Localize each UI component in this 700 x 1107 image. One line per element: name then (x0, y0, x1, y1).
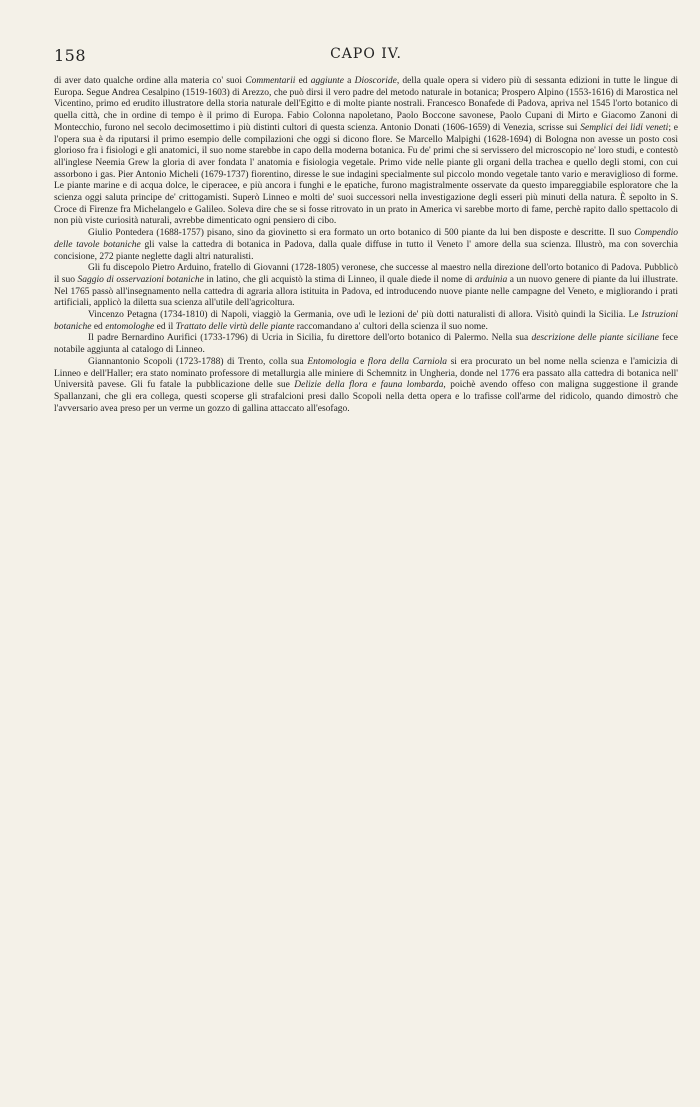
italic-title: Commentarii (245, 76, 296, 86)
page-number: 158 (54, 46, 87, 65)
italic-title: Semplici dei lidi veneti (580, 122, 669, 133)
text-run: Giulio Pontedera (1688-1757) pisano, sino da giovinetto si era formato un orto botanico di 500 piante da lui ben disposte e descritte. Il suo (88, 228, 635, 239)
italic-title: Dioscoride (354, 76, 397, 86)
paragraph (54, 76, 678, 228)
text-run: Giannantonio Scopoli (1723-1788) di Trento, colla sua (88, 356, 308, 367)
italic-title: aggiunte (310, 76, 344, 86)
paragraph (54, 263, 678, 310)
italic-title: Compendio delle tavole botaniche (54, 228, 678, 250)
text-run: , poichè avendo offeso con maligna suggestione il grande Spallanzani, che gli era collega, questi scoperse gli strafalcioni presi dallo Scopoli nella detta opera e lo trafisse coll'arme del ridicolo, quando dimostrò che l'avversario avea preso per un verme un gozzo di gallina attaccato all'esofago. (54, 380, 678, 414)
chapter-heading: CAPO IV. (330, 46, 402, 62)
text-run: ; e l'opera sua è da riputarsi il primo esempio delle compilazioni che oggi si dicono flore. Se Marcello Malpighi (1628-1694) di Bologna non avesse un posto così glorioso fra i fisiologi e gli anatomici, il suo nome starebbe in capo della moderna botanica. Fu de' primi che si servissero del microscopio ne' loro studi, e contestò all'inglese Neemia Grew la gloria di aver fondata l' anatomia e fisiologia vegetale. Primo vide nelle piante gli organi della trachea e quello degli stomi, con cui assorbono i gas. Pier Antonio Micheli (1679-1737) fiorentino, diresse le sue indagini specialmente sul piccolo mondo vegetale tanto vario e meraviglioso di forme. Le piante marine e di acqua dolce, le ciperacee, e più ancora i funghi e le epatiche, furono magistralmente osservate da questo impareggiabile esploratore che la scienza oggi saluta principe de' crittogamisti. Superò Linneo e molti de' suoi successori nella investigazione degli esseri più minuti della natura. È sepolto in S. Croce di Firenze fra Michelangelo e Galileo. Soleva dire che se si fosse ritrovato in un prato in America vi sarebbe morto di fame, perchè rapito dallo spettacolo di non più viste curiosità naturali, avrebbe dimenticato ogni pensiero di cibo. (54, 122, 678, 227)
italic-title: Trattato delle virtù delle piante (175, 321, 295, 332)
italic-title: Entomologia (307, 356, 357, 367)
paragraph (54, 228, 678, 263)
italic-title: descrizione delle piante siciliane (531, 333, 659, 344)
text-run: in latino, che gli acquistò la stima di Linneo, il quale diede il nome di (203, 274, 475, 285)
text-run: , della quale opera si videro più di sessanta edizioni in tutte le lingue di Europa. Segue Andrea Cesalpino (1519-1603) di Arezzo, che può dirsi il vero padre del metodo naturale in botanica; Prospero Alpino (1553-1616) di Marostica nel Vicentino, primo ed erudito illustratore della storia naturale dell'Egitto e di molte piante nostrali. Francesco Bonafede di Padova, apriva nel 1545 l'orto botanico di quella città, che in ordine di tempo è il primo di Europa. Fabio Colonna napoletano, Paolo Boccone savonese, Paolo Cupani di Mirto e Giacomo Zanoni di Montecchio, furono nel secolo decimosettimo i più distinti cultori di questa scienza. Antonio Donati (1606-1659) di Venezia, scrisse sui (54, 76, 679, 133)
paragraph (54, 357, 678, 416)
text-run: si era procurato un bel nome nella scienza e l'amicizia di Linneo e dell'Haller; era stato nominato professore di metallurgia alle miniere di Schemnitz in Ungheria, donde nel 1776 era passato alla cattedra di botanica nell' Università pavese. Gli fu fatale la pubblicazione delle sue (54, 356, 678, 391)
text-run: gli valse la cattedra di botanica in Padova, dalla quale diffuse in tutto il Veneto l' amore della sua scienza. Illustrò, ma con soverchia concisione, 272 piante neglette dagli altri naturalisti. (54, 239, 678, 262)
text-run: di aver dato qualche ordine alla materia co' suoi (54, 76, 246, 86)
italic-title: Istruzioni botaniche (54, 310, 678, 332)
paragraph (54, 310, 678, 333)
text-run: Il padre Bernardino Aurifici (1733-1796) di Ucria in Sicilia, fu direttore dell'orto botanico di Palermo. Nella sua (88, 333, 532, 344)
italic-title: flora della Carniola (367, 356, 447, 367)
text-run: ed (295, 76, 311, 86)
text-run: raccomandano a' cultori della scienza il suo nome. (294, 321, 488, 332)
text-run: a un nuovo genere di piante da lui illustrate. Nel 1765 passò all'insegnamento nella cattedra di agraria allora istituita in Padova, ed introducendo nuove piante nelle campagne del Veneto, e migliorando i prati artificiali, applicò la diletta sua scienza all'utile dell'agricoltura. (54, 274, 678, 309)
text-run: ed (91, 321, 106, 332)
italic-title: Delizie della flora e fauna lombarda (294, 380, 444, 391)
italic-title: entomologhe (105, 321, 155, 332)
running-head (54, 46, 678, 72)
body-text (54, 76, 678, 415)
text-run: a (344, 76, 355, 86)
paragraph (54, 333, 678, 356)
italic-title: Saggio di osservazioni botaniche (77, 274, 204, 285)
text-run: fece notabile aggiunta al catalogo di Linneo. (54, 333, 678, 356)
text-run: Vincenzo Petagna (1734-1810) di Napoli, viaggiò la Germania, ove udì le lezioni de' più dotti naturalisti di allora. Visitò quindi la Sicilia. Le (88, 310, 642, 321)
text-run: e (356, 356, 368, 367)
italic-title: arduinia (474, 274, 508, 285)
text-run: Gli fu discepolo Pietro Arduino, fratello di Giovanni (1728-1805) veronese, che successe al maestro nella direzione dell'orto botanico di Padova. Pubblicò il suo (54, 263, 678, 285)
text-run: ed il (154, 321, 176, 332)
